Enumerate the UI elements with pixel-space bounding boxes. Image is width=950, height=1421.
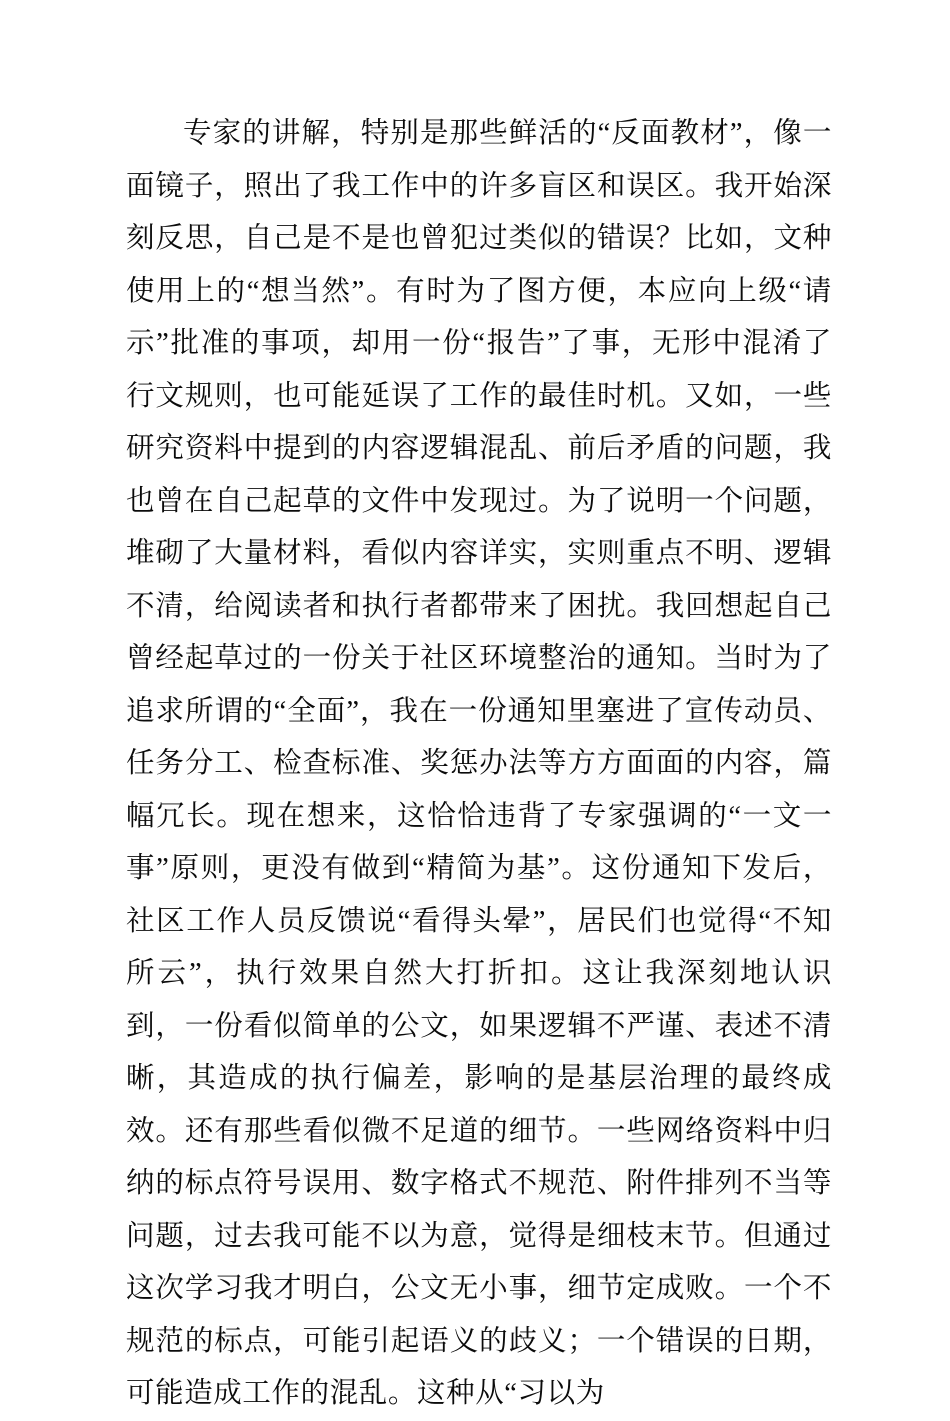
body-paragraph: 专家的讲解，特别是那些鲜活的“反面教材”，像一面镜子，照出了我工作中的许多盲区和误区。我开始深刻反思，自己是不是也曾犯过类似的错误？比如，文种使用上的“想当然”。有时为了图方便，本应向上级“请示”批准的事项，却用一份“报告”了事，无形中混淆了行文规则，也可能延误了工作的最佳时机。又如，一些研究资料中提到的内容逻辑混乱、前后矛盾的问题，我也曾在自己起草的文件中发现过。为了说明一个问题，堆砌了大量材料，看似内容详实，实则重点不明、逻辑不清，给阅读者和执行者都带来了困扰。我回想起自己曾经起草过的一份关于社区环境整治的通知。当时为了追求所谓的“全面”，我在一份通知里塞进了宣传动员、任务分工、检查标准、奖惩办法等方方面面的内容，篇幅冗长。现在想来，这恰恰违背了专家强调的“一文一事”原则，更没有做到“精简为基”。这份通知下发后，社区工作人员反馈说“看得头晕”，居民们也觉得“不知所云”，执行效果自然大打折扣。这让我深刻地认识到，一份看似简单的公文，如果逻辑不严谨、表述不清晰，其造成的执行偏差，影响的是基层治理的最终成效。还有那些看似微不足道的细节。一些网络资料中归纳的标点符号误用、数字格式不规范、附件排列不当等问题，过去我可能不以为意，觉得是细枝末节。但通过这次学习我才明白，公文无小事，细节定成败。一个不规范的标点，可能引起语义的歧义；一个错误的日期，可能造成工作的混乱。这种从“习以为 bbox=[126, 118, 832, 1409]
document-body bbox=[126, 108, 832, 1421]
